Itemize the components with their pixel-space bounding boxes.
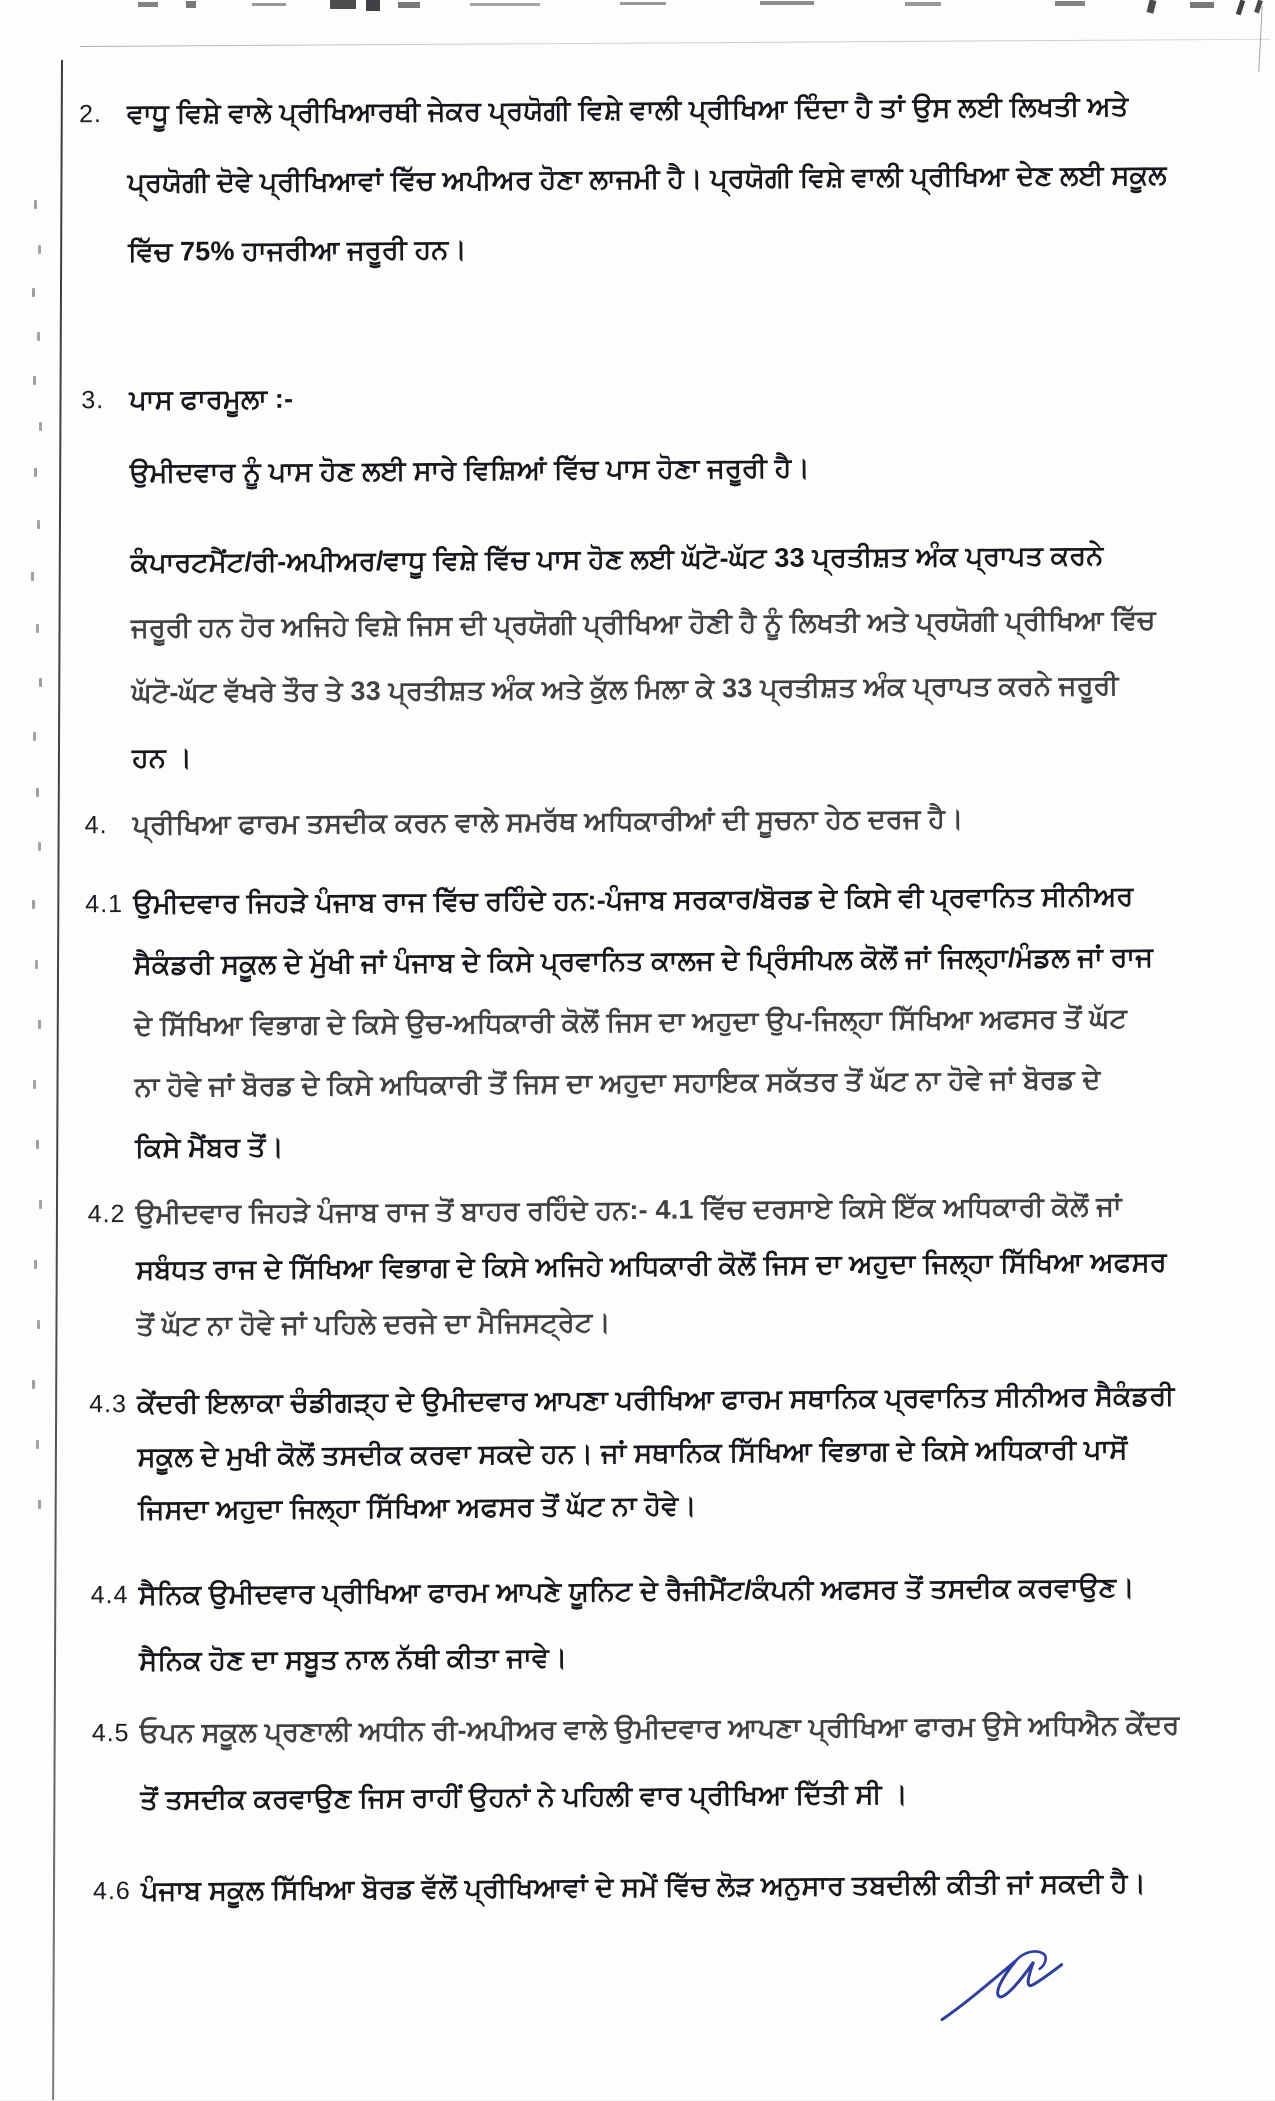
text-line: ਉਮੀਦਵਾਰ ਜਿਹੜੇ ਪੰਜਾਬ ਰਾਜ ਵਿੱਚ ਰਹਿੰਦੇ ਹਨ:-ਪੰਜਾਬ ਸਰਕਾਰ/ਬੋਰਡ ਦੇ ਕਿਸੇ ਵੀ ਪ੍ਰਵਾਨਿਤ ਸੀਨੀਅਰ bbox=[133, 881, 1134, 919]
item-3-para-2 bbox=[0, 522, 1273, 792]
signature-initials bbox=[935, 1944, 1086, 2030]
item-4-1 bbox=[0, 865, 1275, 1180]
item-number: 4.4 bbox=[90, 1580, 129, 1610]
text-line: ਓਪਨ ਸਕੂਲ ਪ੍ਰਣਾਲੀ ਅਧੀਨ ਰੀ-ਅਪੀਅਰ ਵਾਲੇ ਉਮੀਦਵਾਰ ਆਪਣਾ ਪ੍ਰੀਖਿਆ ਫਾਰਮ ਉਸੇ ਅਧਿਐਨ ਕੇਂਦਰ bbox=[139, 1709, 1180, 1748]
text-line: ਦੇ ਸਿੱਖਿਆ ਵਿਭਾਗ ਦੇ ਕਿਸੇ ਉਚ-ਅਧਿਕਾਰੀ ਕੋਲੋਂ ਜਿਸ ਦਾ ਅਹੁਦਾ ਉਪ-ਜਿਲ੍ਹਾ ਸਿੱਖਿਆ ਅਫਸਰ ਤੋਂ ਘੱਟ bbox=[134, 1003, 1128, 1041]
text-line: ਵਾਧੂ ਵਿਸ਼ੇ ਵਾਲੇ ਪ੍ਰੀਖਿਆਰਥੀ ਜੇਕਰ ਪ੍ਰਯੋਗੀ ਵਿਸ਼ੇ ਵਾਲੀ ਪ੍ਰੀਖਿਆ ਦਿੰਦਾ ਹੈ ਤਾਂ ਉਸ ਲਈ ਲਿਖਤੀ ਅਤੇ bbox=[126, 91, 1129, 129]
item-4-5 bbox=[6, 1691, 1275, 1835]
text-line: ਉਮੀਦਵਾਰ ਨੂੰ ਪਾਸ ਹੋਣ ਲਈ ਸਾਰੇ ਵਿਸ਼ਿਆਂ ਵਿੱਚ ਪਾਸ ਹੋਣਾ ਜਰੂਰੀ ਹੈ। bbox=[129, 452, 811, 488]
text-line: ਸਕੂਲ ਦੇ ਮੁਖੀ ਕੋਲੋਂ ਤਸਦੀਕ ਕਰਵਾ ਸਕਦੇ ਹਨ। ਜਾਂ ਸਥਾਨਿਕ ਸਿੱਖਿਆ ਵਿਭਾਗ ਦੇ ਕਿਸੇ ਅਧਿਕਾਰੀ ਪਾਸੋਂ bbox=[137, 1434, 1128, 1472]
text-line: ਸੈਕੰਡਰੀ ਸਕੂਲ ਦੇ ਮੁੱਖੀ ਜਾਂ ਪੰਜਾਬ ਦੇ ਕਿਸੇ ਪ੍ਰਵਾਨਿਤ ਕਾਲਜ ਦੇ ਪ੍ਰਿੰਸੀਪਲ ਕੋਲੋਂ ਜਾਂ ਜਿਲ੍ਹਾ/ਮੰਡਲ ਜਾਂ ਰਾਜ bbox=[133, 941, 1154, 980]
text-line: ਕੰਪਾਰਟਮੈਂਟ/ਰੀ-ਅਪੀਅਰ/ਵਾਧੂ ਵਿਸ਼ੇ ਵਿੱਚ ਪਾਸ ਹੋਣ ਲਈ ਘੱਟੋ-ਘੱਟ 33 ਪ੍ਰਤੀਸ਼ਤ ਅੰਕ ਪ੍ਰਾਪਤ ਕਰਨੇ bbox=[130, 540, 1104, 578]
item-number: 3. bbox=[81, 386, 105, 415]
text-line: ਜਰੂਰੀ ਹਨ ਹੋਰ ਅਜਿਹੇ ਵਿਸ਼ੇ ਜਿਸ ਦੀ ਪ੍ਰਯੋਗੀ ਪ੍ਰੀਖਿਆ ਹੋਣੀ ਹੈ ਨੂੰ ਲਿਖਤੀ ਅਤੇ ਪ੍ਰਯੋਗੀ ਪ੍ਰੀਖਿਆ ਵਿੱਚ bbox=[130, 604, 1156, 643]
item-2 bbox=[0, 71, 1269, 288]
text-line: ਸੈਨਿਕ ਉਮੀਦਵਾਰ ਪ੍ਰੀਖਿਆ ਫਾਰਮ ਆਪਣੇ ਯੂਨਿਟ ਦੇ ਰੈਜੀਮੈਂਟ/ਕੰਪਨੀ ਅਫਸਰ ਤੋਂ ਤਸਦੀਕ ਕਰਵਾਉਣ। bbox=[138, 1572, 1135, 1610]
item-4-6 bbox=[7, 1849, 1275, 1925]
item-4-heading bbox=[0, 783, 1274, 859]
item-4-3 bbox=[3, 1369, 1275, 1538]
item-number: 4.1 bbox=[85, 889, 124, 919]
item-number: 4.2 bbox=[87, 1199, 126, 1229]
item-number: 4.6 bbox=[92, 1876, 131, 1906]
item-number: 2. bbox=[78, 100, 103, 129]
text-line: ਕਿਸੇ ਮੈਂਬਰ ਤੋਂ। bbox=[135, 1131, 285, 1163]
text-line: ਪੰਜਾਬ ਸਕੂਲ ਸਿੱਖਿਆ ਬੋਰਡ ਵੱਲੋਂ ਪ੍ਰੀਖਿਆਵਾਂ ਦੇ ਸਮੇਂ ਵਿੱਚ ਲੋੜ ਅਨੁਸਾਰ ਤਬਦੀਲੀ ਕੀਤੀ ਜਾਂ ਸਕਦੀ ਹੈ। bbox=[140, 1867, 1147, 1906]
text-line: ਤੋਂ ਘੱਟ ਨਾ ਹੋਵੇ ਜਾਂ ਪਹਿਲੇ ਦਰਜੇ ਦਾ ਮੈਜਿਸਟ੍ਰੇਟ। bbox=[136, 1307, 611, 1341]
item-3-heading bbox=[0, 358, 1271, 434]
text-line: ਵਿੱਚ 75% ਹਾਜਰੀਆ ਜਰੂਰੀ ਹਨ। bbox=[128, 234, 467, 267]
text-line: ਉਮੀਦਵਾਰ ਜਿਹੜੇ ਪੰਜਾਬ ਰਾਜ ਤੋਂ ਬਾਹਰ ਰਹਿੰਦੇ ਹਨ:- 4.1 ਵਿੱਚ ਦਰਸਾਏ ਕਿਸੇ ਇੱਕ ਅਧਿਕਾਰੀ ਕੋਲੋਂ ਜਾਂ bbox=[135, 1191, 1122, 1229]
item-3-para-1 bbox=[0, 431, 1271, 507]
text-line: ਪ੍ਰਯੋਗੀ ਦੋਵੇ ਪ੍ਰੀਖਿਆਵਾਂ ਵਿੱਚ ਅਪੀਅਰ ਹੋਣਾ ਲਾਜਮੀ ਹੈ। ਪ੍ਰਯੋਗੀ ਵਿਸ਼ੇ ਵਾਲੀ ਪ੍ਰੀਖਿਆ ਦੇਣ ਲਈ ਸਕੂਲ bbox=[127, 159, 1167, 198]
text-line: ਸੈਨਿਕ ਹੋਣ ਦਾ ਸਬੂਤ ਨਾਲ ਨੱਥੀ ਕੀਤਾ ਜਾਵੇ। bbox=[139, 1642, 568, 1676]
text-line: ਜਿਸਦਾ ਅਹੁਦਾ ਜਿਲ੍ਹਾ ਸਿੱਖਿਆ ਅਫਸਰ ਤੋਂ ਘੱਟ ਨਾ ਹੋਵੇ। bbox=[137, 1490, 697, 1525]
text-line: ਨਾ ਹੋਵੇ ਜਾਂ ਬੋਰਡ ਦੇ ਕਿਸੇ ਅਧਿਕਾਰੀ ਤੋਂ ਜਿਸ ਦਾ ਅਹੁਦਾ ਸਹਾਇਕ ਸਕੱਤਰ ਤੋਂ ਘੱਟ ਨਾ ਹੋਵੇ ਜਾਂ ਬੋਰਡ ਦੇ bbox=[134, 1064, 1101, 1102]
text-line: ਤੋਂ ਤਸਦੀਕ ਕਰਵਾਉਣ ਜਿਸ ਰਾਹੀਂ ਉਹਨਾਂ ਨੇ ਪਹਿਲੀ ਵਾਰ ਪ੍ਰੀਖਿਆ ਦਿੱਤੀ ਸੀ । bbox=[140, 1778, 908, 1815]
item-number: 4. bbox=[84, 811, 108, 840]
section-heading: ਪ੍ਰੀਖਿਆ ਫਾਰਮ ਤਸਦੀਕ ਕਰਨ ਵਾਲੇ ਸਮਰੱਥ ਅਧਿਕਾਰੀਆਂ ਦੀ ਸੂਚਨਾ ਹੇਠ ਦਰਜ ਹੈ। bbox=[132, 803, 964, 840]
item-4-4 bbox=[4, 1553, 1275, 1695]
text-line: ਹਨ । bbox=[131, 742, 193, 773]
item-number: 4.5 bbox=[91, 1718, 130, 1748]
text-line: ਘੱਟੋ-ਘੱਟ ਵੱਖਰੇ ਤੌਰ ਤੇ 33 ਪ੍ਰਤੀਸ਼ਤ ਅੰਕ ਅਤੇ ਕੁੱਲ ਮਿਲਾ ਕੇ 33 ਪ੍ਰਤੀਸ਼ਤ ਅੰਕ ਪ੍ਰਾਪਤ ਕਰਨੇ ਜਰੂਰੀ bbox=[131, 670, 1119, 708]
item-number: 4.3 bbox=[89, 1389, 128, 1419]
text-line: ਸਬੰਧਤ ਰਾਜ ਦੇ ਸਿੱਖਿਆ ਵਿਭਾਗ ਦੇ ਕਿਸੇ ਅਜਿਹੇ ਅਧਿਕਾਰੀ ਕੋਲੋਂ ਜਿਸ ਦਾ ਅਹੁਦਾ ਜਿਲ੍ਹਾ ਸਿੱਖਿਆ ਅਫਸਰ bbox=[136, 1246, 1167, 1285]
item-4-2 bbox=[1, 1177, 1275, 1355]
section-heading: ਪਾਸ ਫਾਰਮੂਲਾ :- bbox=[129, 383, 294, 415]
text-line: ਕੇਂਦਰੀ ਇਲਾਕਾ ਚੰਡੀਗੜ੍ਹ ਦੇ ਉਮੀਦਵਾਰ ਆਪਣਾ ਪਰੀਖਿਆ ਫਾਰਮ ਸਥਾਨਿਕ ਪ੍ਰਵਾਨਿਤ ਸੀਨੀਅਰ ਸੈਕੰਡਰੀ bbox=[137, 1380, 1175, 1419]
